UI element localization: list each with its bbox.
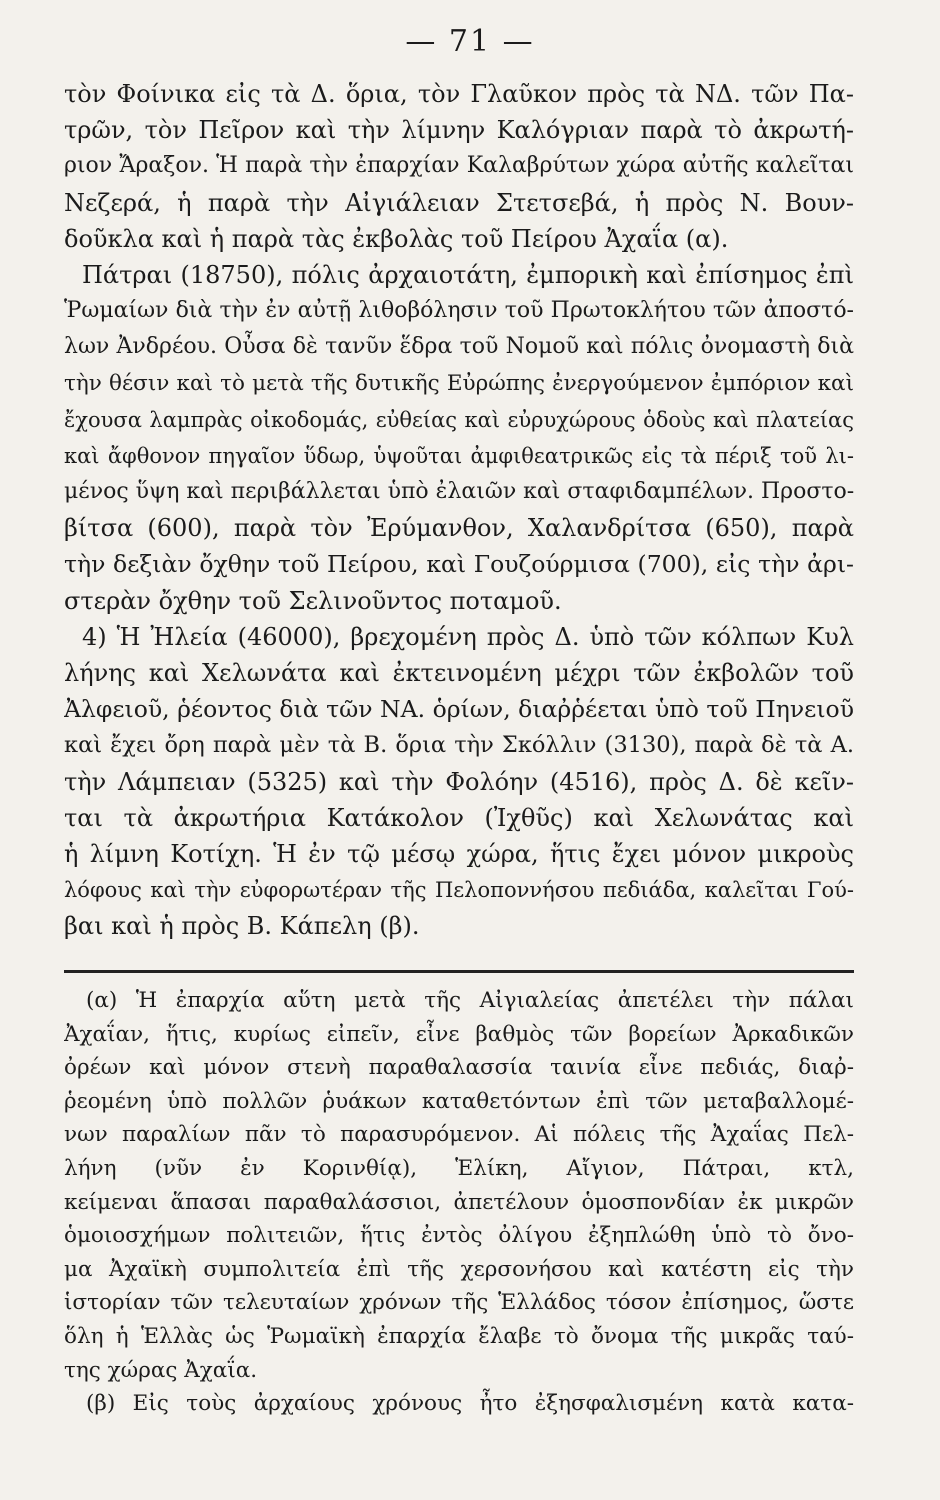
footnote-line: κείμεναι ἅπασαι παραθαλάσσιοι, ἀπετέλουν ὁμοσπονδίαν ἐκ μικρῶν — [64, 1189, 854, 1215]
text-line: ται τὰ ἀκρωτήρια Κατάκολον (Ἰχθῦς) καὶ Χελωνάτας καὶ — [64, 803, 854, 832]
footnote-line: ῥεομένη ὑπὸ πολλῶν ῥυάκων καταθετόντων ἐπὶ τῶν μεταβαλλομέ- — [64, 1088, 854, 1114]
footnote-line: της χώρας Ἀχαΐα. — [64, 1357, 258, 1383]
footnote-line: λήνη (νῦν ἐν Κορινθίᾳ), Ἑλίκη, Αἴγιον, Πάτραι, κτλ, — [64, 1155, 854, 1181]
text-line: Πάτραι (18750), πόλις ἀρχαιοτάτη, ἐμπορικὴ καὶ ἐπίσημος ἐπὶ — [82, 260, 854, 289]
text-line: ἡ λίμνη Κοτίχη. Ἡ ἐν τῷ μέσῳ χώρα, ἥτις ἔχει μόνον μικροὺς — [64, 839, 854, 868]
text-line: Ῥωμαίων διὰ τὴν ἐν αὐτῇ λιθοβόλησιν τοῦ Πρωτοκλήτου τῶν ἀποστό- — [64, 298, 854, 324]
text-line: λων Ἀνδρέου. Οὖσα δὲ τανῦν ἕδρα τοῦ Νομοῦ καὶ πόλις ὀνομαστὴ διὰ — [64, 334, 854, 360]
text-line: τὸν Φοίνικα εἰς τὰ Δ. ὅρια, τὸν Γλαῦκον πρὸς τὰ ΝΔ. τῶν Πα- — [64, 80, 854, 108]
text-line: καὶ ἔχει ὄρη παρὰ μὲν τὰ Β. ὅρια τὴν Σκόλλιν (3130), παρὰ δὲ τὰ Α. — [64, 732, 854, 759]
text-line: Ἀλφειοῦ, ῥέοντος διὰ τῶν ΝΑ. ὁρίων, διαῤῥέεται ὑπὸ τοῦ Πηνειοῦ — [64, 695, 854, 724]
text-line: λήνης καὶ Χελωνάτα καὶ ἐκτεινομένη μέχρι τῶν ἐκβολῶν τοῦ — [64, 659, 854, 687]
text-line: τὴν Λάμπειαν (5325) καὶ τὴν Φολόην (4516), πρὸς Δ. δὲ κεῖν- — [64, 767, 854, 796]
footnote-line: ὅλη ἡ Ἑλλὰς ὡς Ῥωμαϊκὴ ἐπαρχία ἔλαβε τὸ ὄνομα τῆς μικρᾶς ταύ- — [64, 1323, 854, 1349]
main-text — [64, 76, 854, 945]
text-line: τὴν δεξιὰν ὄχθην τοῦ Πείρου, καὶ Γουζούρμισα (700), εἰς τὴν ἀρι- — [64, 550, 854, 579]
text-line: τὴν θέσιν καὶ τὸ μετὰ τῆς δυτικῆς Εὐρώπης ἐνεργούμενον ἐμπόριον καὶ — [64, 370, 854, 396]
footnote-divider — [64, 970, 854, 973]
footnote-line: (β) Εἰς τοὺς ἀρχαίους χρόνους ἦτο ἐξησφαλισμένη κατὰ κατα- — [86, 1391, 854, 1417]
footnote-line: Ἀχαΐαν, ἥτις, κυρίως εἰπεῖν, εἶνε βαθμὸς τῶν βορείων Ἀρκαδικῶν — [64, 1021, 854, 1047]
text-line: δοῦκλα καὶ ἡ παρὰ τὰς ἐκβολὰς τοῦ Πείρου Ἀχαΐα (α). — [64, 224, 729, 253]
footnote-line: νων παραλίων πᾶν τὸ παρασυρόμενον. Αἱ πόλεις τῆς Ἀχαΐας Πελ- — [64, 1122, 854, 1148]
text-line: βίτσα (600), παρὰ τὸν Ἐρύμανθον, Χαλανδρίτσα (650), παρὰ — [64, 514, 854, 543]
text-line: Νεζερά, ἡ παρὰ τὴν Αἰγιάλειαν Στετσεβά, ἡ πρὸς Ν. Βουν- — [64, 188, 854, 217]
footnote-line: ἱστορίαν τῶν τελευταίων χρόνων τῆς Ἑλλάδος τόσον ἐπίσημος, ὥστε — [64, 1290, 854, 1316]
text-line: βαι καὶ ἡ πρὸς Β. Κάπελη (β). — [64, 912, 420, 941]
page-number: — 71 — — [405, 24, 535, 59]
footnote-line: ὁμοιοσχήμων πολιτειῶν, ἥτις ἐντὸς ὀλίγου ἐξηπλώθη ὑπὸ τὸ ὄνο- — [64, 1223, 854, 1249]
text-line: ἔχουσα λαμπρὰς οἰκοδομάς, εὐθείας καὶ εὐρυχώρους ὁδοὺς καὶ πλατείας — [64, 407, 854, 432]
footnotes — [64, 984, 854, 1421]
text-line: καὶ ἄφθονον πηγαῖον ὕδωρ, ὑψοῦται ἀμφιθεατρικῶς εἰς τὰ πέριξ τοῦ λι- — [64, 443, 854, 468]
footnote-line: ὀρέων καὶ μόνον στενὴ παραθαλασσία ταινία εἶνε πεδιάς, διαῤ- — [64, 1055, 854, 1081]
footnote-line: (α) Ἡ ἐπαρχία αὕτη μετὰ τῆς Αἰγιαλείας ἀπετέλει τὴν πάλαι — [86, 988, 854, 1013]
text-line: ριον Ἄραξον. Ἡ παρὰ τὴν ἐπαρχίαν Καλαβρύτων χώρα αὐτῆς καλεῖται — [64, 153, 854, 179]
footnote-line: μα Ἀχαϊκὴ συμπολιτεία ἐπὶ τῆς χερσονήσου καὶ κατέστη εἰς τὴν — [64, 1256, 854, 1282]
text-line: 4) Ἡ Ἠλεία (46000), βρεχομένη πρὸς Δ. ὑπὸ τῶν κόλπων Κυλ — [82, 622, 854, 651]
text-line: λόφους καὶ τὴν εὐφορωτέραν τῆς Πελοποννήσου πεδιάδα, καλεῖται Γού- — [64, 878, 854, 903]
text-line: στερὰν ὄχθην τοῦ Σελινοῦντος ποταμοῦ. — [64, 586, 562, 615]
text-line: τρῶν, τὸν Πεῖρον καὶ τὴν λίμνην Καλόγριαν παρὰ τὸ ἀκρωτή- — [64, 116, 854, 145]
text-line: μένος ὕψη καὶ περιβάλλεται ὑπὸ ἐλαιῶν καὶ σταφιδαμπέλων. Προστο- — [64, 479, 854, 505]
